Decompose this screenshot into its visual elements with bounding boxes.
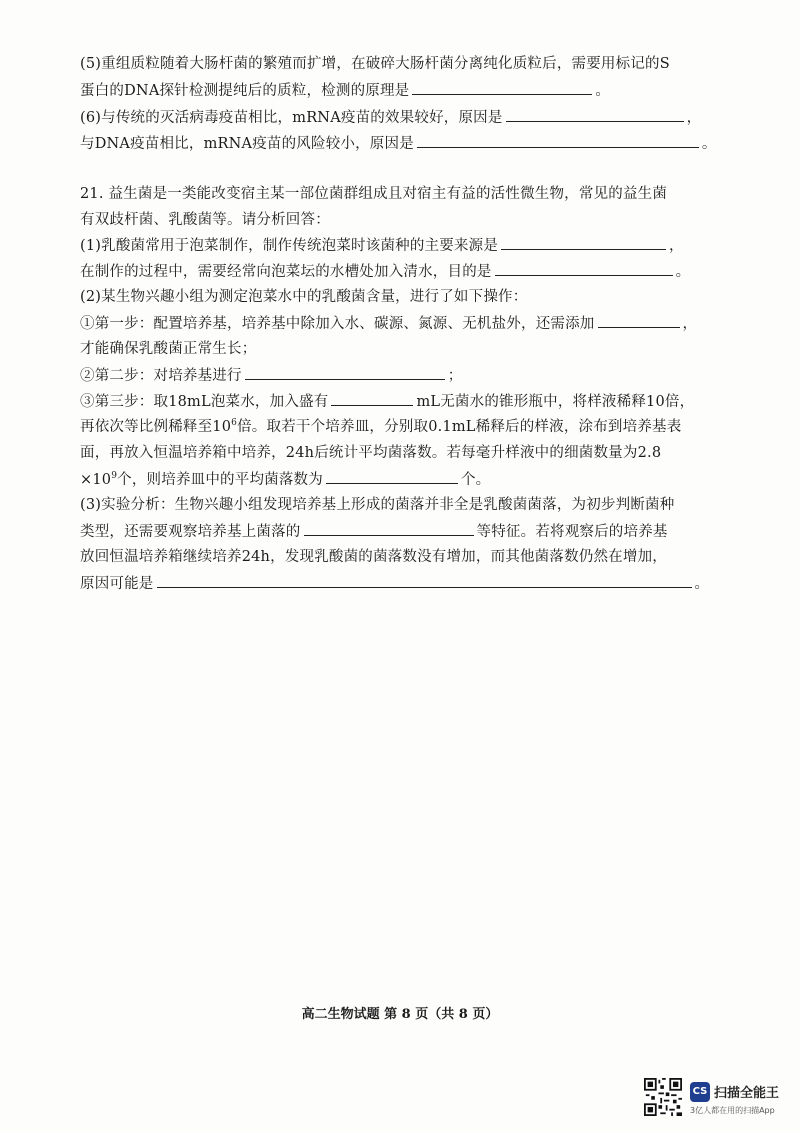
q20-p5-line1: (5)重组质粒随着大肠杆菌的繁殖而扩增，在破碎大肠杆菌分离纯化质粒后，需要用标记的S <box>80 56 670 72</box>
q21-intro-line1: 21. 益生菌是一类能改变宿主某一部位菌群组成且对宿主有益的活性微生物，常见的益生菌 <box>80 186 668 202</box>
answer-blank[interactable] <box>598 313 680 328</box>
q21-step3-line2: 再依次等比例稀释至$10^6$倍。取若干个培养皿，分别取0.1mL稀释后的样液，涂布到培养基表 <box>80 418 682 435</box>
q21-step1-line2: 才能确保乳酸菌正常生长； <box>80 341 257 357</box>
scanner-brand-name: 扫描全能王 <box>714 1086 780 1101</box>
q21-p2-intro: (2)某生物兴趣小组为测定泡菜水中的乳酸菌含量，进行了如下操作： <box>80 289 528 305</box>
q21-step2: ②第二步：对培养基进行 ； <box>80 365 710 386</box>
answer-blank[interactable] <box>245 365 445 380</box>
q21-step3-line3: 面，再放入恒温培养箱中培养，24h后统计平均菌落数。若每毫升样液中的细菌数量为2.8 <box>80 445 662 461</box>
answer-blank[interactable] <box>326 469 458 484</box>
answer-blank[interactable] <box>495 261 673 276</box>
q20-p6-line2: 与DNA疫苗相比，mRNA疫苗的风险较小，原因是 。 <box>80 133 710 154</box>
q21-intro-line2: 有双歧杆菌、乳酸菌等。请分析回答： <box>80 212 330 228</box>
camscanner-logo-icon: CS <box>690 1082 710 1102</box>
answer-blank[interactable] <box>331 391 413 406</box>
q20-p5-line2: 蛋白的DNA探针检测提纯后的质粒，检测的原理是 。 <box>80 80 710 101</box>
answer-blank[interactable] <box>501 235 666 250</box>
q21-p1-line1: (1)乳酸菌常用于泡菜制作，制作传统泡菜时该菌种的主要来源是 ， <box>80 235 710 256</box>
answer-blank[interactable] <box>157 573 692 588</box>
answer-blank[interactable] <box>412 80 592 95</box>
q21-p3-line1: (3)实验分析：生物兴趣小组发现培养基上形成的菌落并非全是乳酸菌菌落，为初步判断菌种 <box>80 497 675 513</box>
q21-p3-line4: 原因可能是 。 <box>80 573 710 594</box>
scanner-watermark <box>644 1078 794 1124</box>
q21-step3-line4: $\times 10^9$个，则培养皿中的平均菌落数为 个。 <box>80 469 710 490</box>
page-footer: 高二生物试题 第 8 页（共 8 页） <box>301 1007 499 1022</box>
q21-step1-line1: ①第一步：配置培养基，培养基中除加入水、碳源、氮源、无机盐外，还需添加 ， <box>80 313 710 334</box>
answer-blank[interactable] <box>417 133 699 148</box>
scanner-slogan: 3亿人都在用的扫描App <box>690 1106 775 1115</box>
q21-p3-line2: 类型，还需要观察培养基上菌落的 等特征。若将观察后的培养基 <box>80 521 710 542</box>
q20-p6-line1: (6)与传统的灭活病毒疫苗相比，mRNA疫苗的效果较好，原因是 ， <box>80 107 710 128</box>
q21-p1-line2: 在制作的过程中，需要经常向泡菜坛的水槽处加入清水，目的是 。 <box>80 261 710 282</box>
q21-p3-line3: 放回恒温培养箱继续培养24h，发现乳酸菌的菌落数没有增加，而其他菌落数仍然在增加， <box>80 549 667 565</box>
qr-code-icon <box>644 1078 682 1116</box>
q21-step3-line1: ③第三步：取18mL泡菜水，加入盛有 mL无菌水的锥形瓶中，将样液稀释10倍， <box>80 391 710 412</box>
answer-blank[interactable] <box>506 107 684 122</box>
answer-blank[interactable] <box>304 521 474 536</box>
